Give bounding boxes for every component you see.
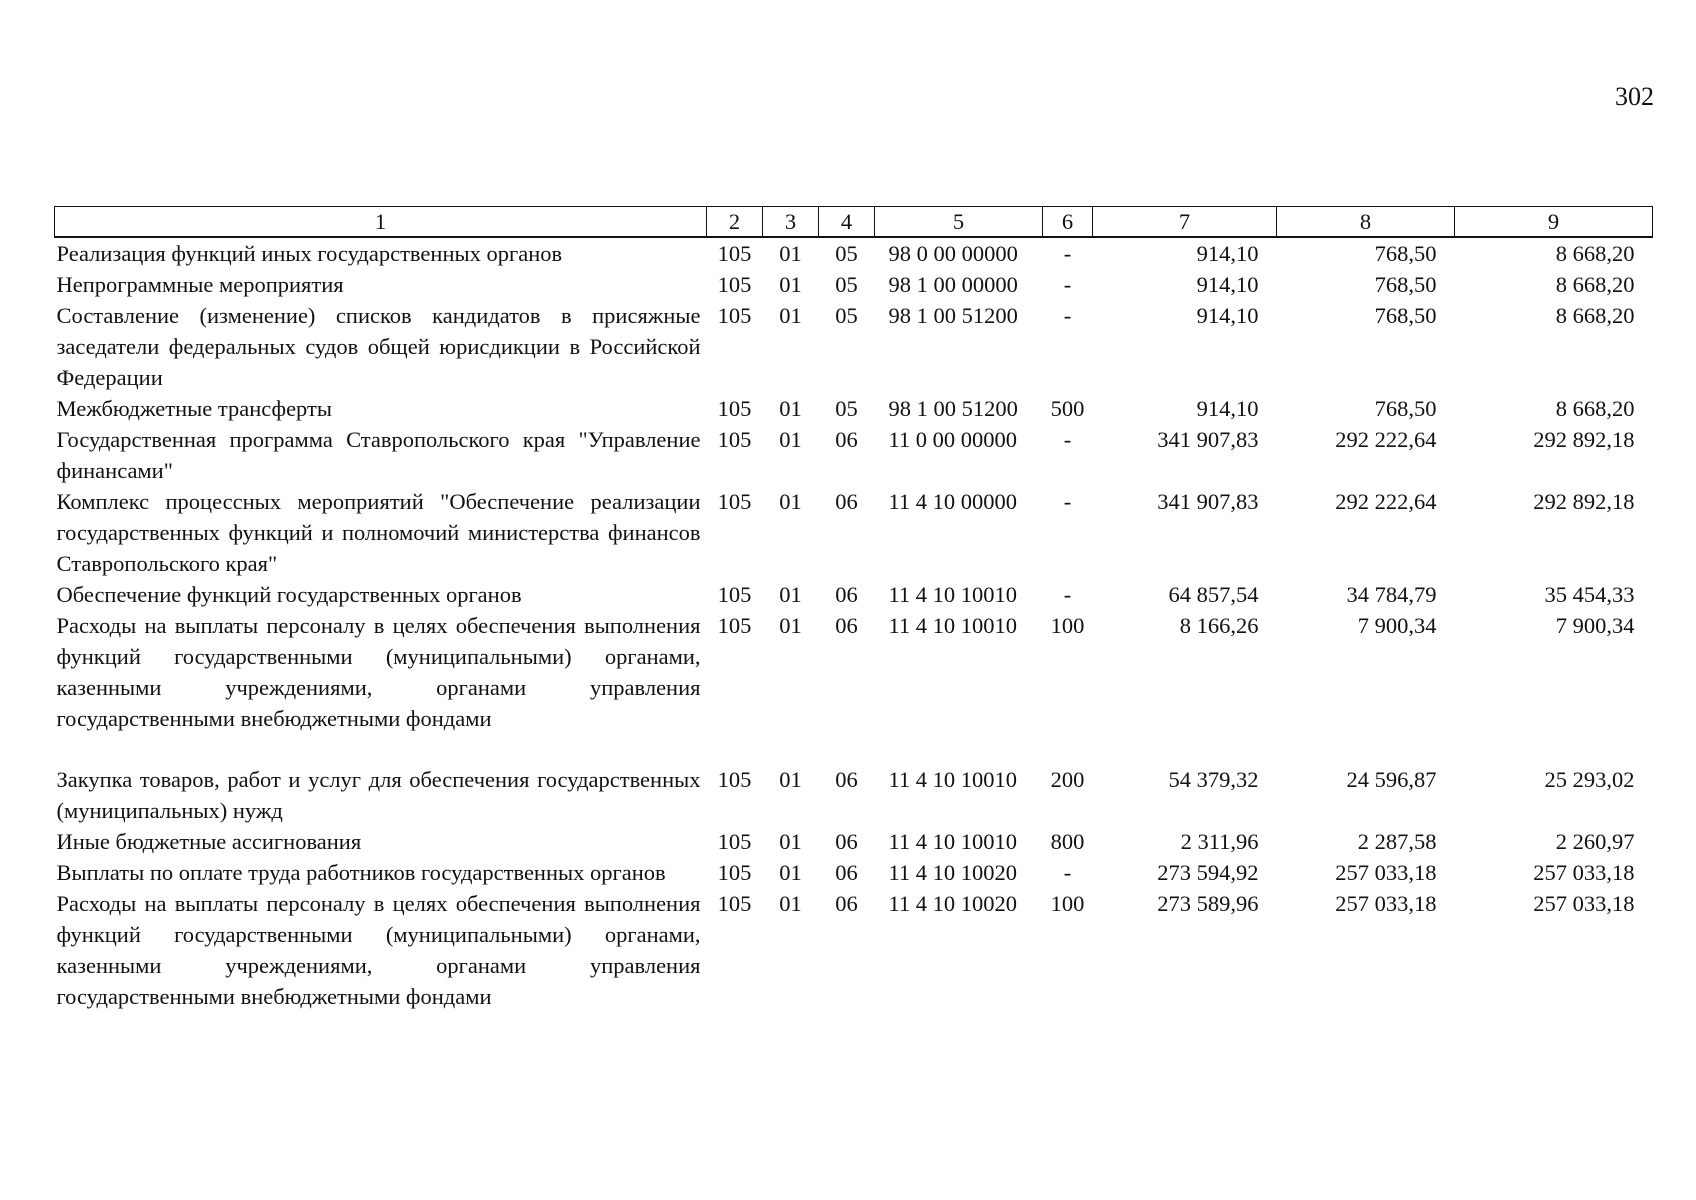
- cell-col-5: 11 4 10 00000: [888, 489, 1018, 514]
- cell-col-9: 257 033,18: [1533, 860, 1635, 885]
- cell-col-3: 01: [779, 489, 802, 514]
- cell-col-9: 292 892,18: [1533, 489, 1635, 514]
- cell-col-7: 914,10: [1196, 396, 1259, 421]
- cell-col-3: 01: [779, 767, 802, 792]
- cell-col-6: 800: [1050, 829, 1085, 854]
- cell-col-5: 11 0 00 00000: [888, 427, 1018, 452]
- column-header: 2: [707, 207, 763, 238]
- cell-col-7: 8 166,26: [1179, 613, 1259, 638]
- cell-col-3: 01: [779, 613, 802, 638]
- cell-col-6: 100: [1050, 891, 1085, 916]
- row-name: Государственная программа Ставропольского края "Управление финансами": [56, 427, 701, 483]
- cell-col-9: 2 260,97: [1555, 829, 1635, 854]
- cell-col-2: 105: [717, 613, 752, 638]
- column-header: 4: [819, 207, 875, 238]
- cell-col-6: -: [1063, 303, 1072, 328]
- row-name: Расходы на выплаты персоналу в целях обеспечения выполнения функций государственными (муниципальными) органами, казенными учреждениями, органами управления государственными внебюджетными фондами: [56, 891, 701, 1009]
- cell-col-4: 06: [835, 891, 858, 916]
- cell-col-9: 292 892,18: [1533, 427, 1635, 452]
- row-name: Непрограммные мероприятия: [56, 272, 344, 297]
- cell-col-8: 292 222,64: [1335, 427, 1437, 452]
- cell-col-7: 341 907,83: [1157, 427, 1259, 452]
- cell-col-5: 11 4 10 10020: [888, 860, 1018, 885]
- cell-col-8: 7 900,34: [1357, 613, 1437, 638]
- table-row: [55, 826, 1653, 857]
- table-row: [55, 486, 1653, 579]
- cell-col-7: 914,10: [1196, 272, 1259, 297]
- cell-col-2: 105: [717, 829, 752, 854]
- cell-col-3: 01: [779, 427, 802, 452]
- page-number: 302: [1615, 82, 1654, 111]
- cell-col-9: 8 668,20: [1555, 303, 1635, 328]
- cell-col-9: 7 900,34: [1555, 613, 1635, 638]
- cell-col-4: 05: [835, 272, 858, 297]
- cell-col-3: 01: [779, 241, 802, 266]
- row-name: Закупка товаров, работ и услуг для обеспечения государственных (муниципальных) нужд: [56, 767, 701, 823]
- table-row: [55, 610, 1653, 734]
- cell-col-6: -: [1063, 582, 1072, 607]
- cell-col-6: -: [1063, 860, 1072, 885]
- row-name: Комплекс процессных мероприятий "Обеспечение реализации государственных функций и полномочий министерства финансов Ставропольского края": [56, 489, 701, 576]
- cell-col-4: 06: [835, 489, 858, 514]
- table-row: [55, 269, 1653, 300]
- column-header: 8: [1277, 207, 1455, 238]
- cell-col-5: 98 0 00 00000: [888, 241, 1018, 266]
- cell-col-7: 914,10: [1196, 241, 1259, 266]
- cell-col-7: 2 311,96: [1180, 829, 1259, 854]
- column-header: 7: [1093, 207, 1277, 238]
- table-row: [55, 393, 1653, 424]
- cell-col-5: 11 4 10 10020: [888, 891, 1018, 916]
- cell-col-5: 98 1 00 00000: [888, 272, 1018, 297]
- cell-col-4: 06: [835, 860, 858, 885]
- cell-col-7: 273 594,92: [1157, 860, 1259, 885]
- cell-col-8: 292 222,64: [1335, 489, 1437, 514]
- cell-col-4: 06: [835, 613, 858, 638]
- cell-col-3: 01: [779, 303, 802, 328]
- row-name: Выплаты по оплате труда работников государственных органов: [56, 860, 666, 885]
- cell-col-5: 11 4 10 10010: [888, 613, 1018, 638]
- budget-table: [54, 206, 1653, 1012]
- table-row: [55, 237, 1653, 269]
- table-row: [55, 424, 1653, 486]
- cell-col-4: 06: [835, 427, 858, 452]
- column-header: 3: [763, 207, 819, 238]
- cell-col-2: 105: [717, 303, 752, 328]
- cell-col-8: 257 033,18: [1335, 891, 1437, 916]
- cell-col-4: 06: [835, 582, 858, 607]
- row-name: Межбюджетные трансферты: [56, 396, 332, 421]
- header-row: [55, 207, 1653, 238]
- cell-col-2: 105: [717, 272, 752, 297]
- cell-col-4: 06: [835, 767, 858, 792]
- cell-col-5: 11 4 10 10010: [888, 767, 1018, 792]
- column-header: 1: [55, 207, 707, 238]
- table-row: [55, 579, 1653, 610]
- cell-col-7: 273 589,96: [1157, 891, 1259, 916]
- table-row: [55, 734, 1653, 826]
- row-name: Обеспечение функций государственных органов: [56, 582, 522, 607]
- cell-col-5: 98 1 00 51200: [888, 303, 1018, 328]
- cell-col-2: 105: [717, 241, 752, 266]
- cell-col-6: -: [1063, 489, 1072, 514]
- cell-col-2: 105: [717, 489, 752, 514]
- column-header: 6: [1043, 207, 1093, 238]
- cell-col-3: 01: [779, 891, 802, 916]
- cell-col-3: 01: [779, 396, 802, 421]
- cell-col-8: 2 287,58: [1357, 829, 1437, 854]
- cell-col-6: -: [1063, 241, 1072, 266]
- cell-col-7: 341 907,83: [1157, 489, 1259, 514]
- cell-col-3: 01: [779, 272, 802, 297]
- cell-col-9: 8 668,20: [1555, 241, 1635, 266]
- cell-col-4: 05: [835, 303, 858, 328]
- cell-col-8: 768,50: [1374, 241, 1437, 266]
- cell-col-5: 11 4 10 10010: [888, 582, 1018, 607]
- cell-col-2: 105: [717, 427, 752, 452]
- table-row: [55, 857, 1653, 888]
- row-name: Составление (изменение) списков кандидатов в присяжные заседатели федеральных судов общей юрисдикции в Российской Федерации: [56, 303, 701, 390]
- cell-col-8: 257 033,18: [1335, 860, 1437, 885]
- cell-col-4: 06: [835, 829, 858, 854]
- cell-col-2: 105: [717, 860, 752, 885]
- cell-col-6: -: [1063, 427, 1072, 452]
- cell-col-9: 8 668,20: [1555, 272, 1635, 297]
- cell-col-9: 25 293,02: [1544, 767, 1635, 792]
- cell-col-9: 35 454,33: [1544, 582, 1635, 607]
- column-header: 5: [875, 207, 1043, 238]
- cell-col-7: 54 379,32: [1168, 767, 1259, 792]
- cell-col-2: 105: [717, 582, 752, 607]
- cell-col-8: 768,50: [1374, 396, 1437, 421]
- cell-col-9: 257 033,18: [1533, 891, 1635, 916]
- cell-col-2: 105: [717, 396, 752, 421]
- cell-col-7: 914,10: [1196, 303, 1259, 328]
- cell-col-6: 100: [1050, 613, 1085, 638]
- cell-col-3: 01: [779, 860, 802, 885]
- cell-col-5: 98 1 00 51200: [888, 396, 1018, 421]
- cell-col-4: 05: [835, 241, 858, 266]
- table-row: [55, 300, 1653, 393]
- cell-col-8: 24 596,87: [1346, 767, 1437, 792]
- cell-col-5: 11 4 10 10010: [888, 829, 1018, 854]
- cell-col-6: -: [1063, 272, 1072, 297]
- row-name: Расходы на выплаты персоналу в целях обеспечения выполнения функций государственными (муниципальными) органами, казенными учреждениями, органами управления государственными внебюджетными фондами: [56, 613, 701, 731]
- table-row: [55, 888, 1653, 1012]
- cell-col-3: 01: [779, 582, 802, 607]
- cell-col-6: 500: [1050, 396, 1085, 421]
- cell-col-3: 01: [779, 829, 802, 854]
- cell-col-2: 105: [717, 891, 752, 916]
- cell-col-8: 768,50: [1374, 303, 1437, 328]
- row-name: Иные бюджетные ассигнования: [56, 829, 362, 854]
- cell-col-9: 8 668,20: [1555, 396, 1635, 421]
- cell-col-7: 64 857,54: [1168, 582, 1259, 607]
- cell-col-2: 105: [717, 767, 752, 792]
- cell-col-8: 34 784,79: [1346, 582, 1437, 607]
- cell-col-6: 200: [1050, 767, 1085, 792]
- cell-col-8: 768,50: [1374, 272, 1437, 297]
- cell-col-4: 05: [835, 396, 858, 421]
- row-name: Реализация функций иных государственных органов: [56, 241, 563, 266]
- column-header: 9: [1455, 207, 1653, 238]
